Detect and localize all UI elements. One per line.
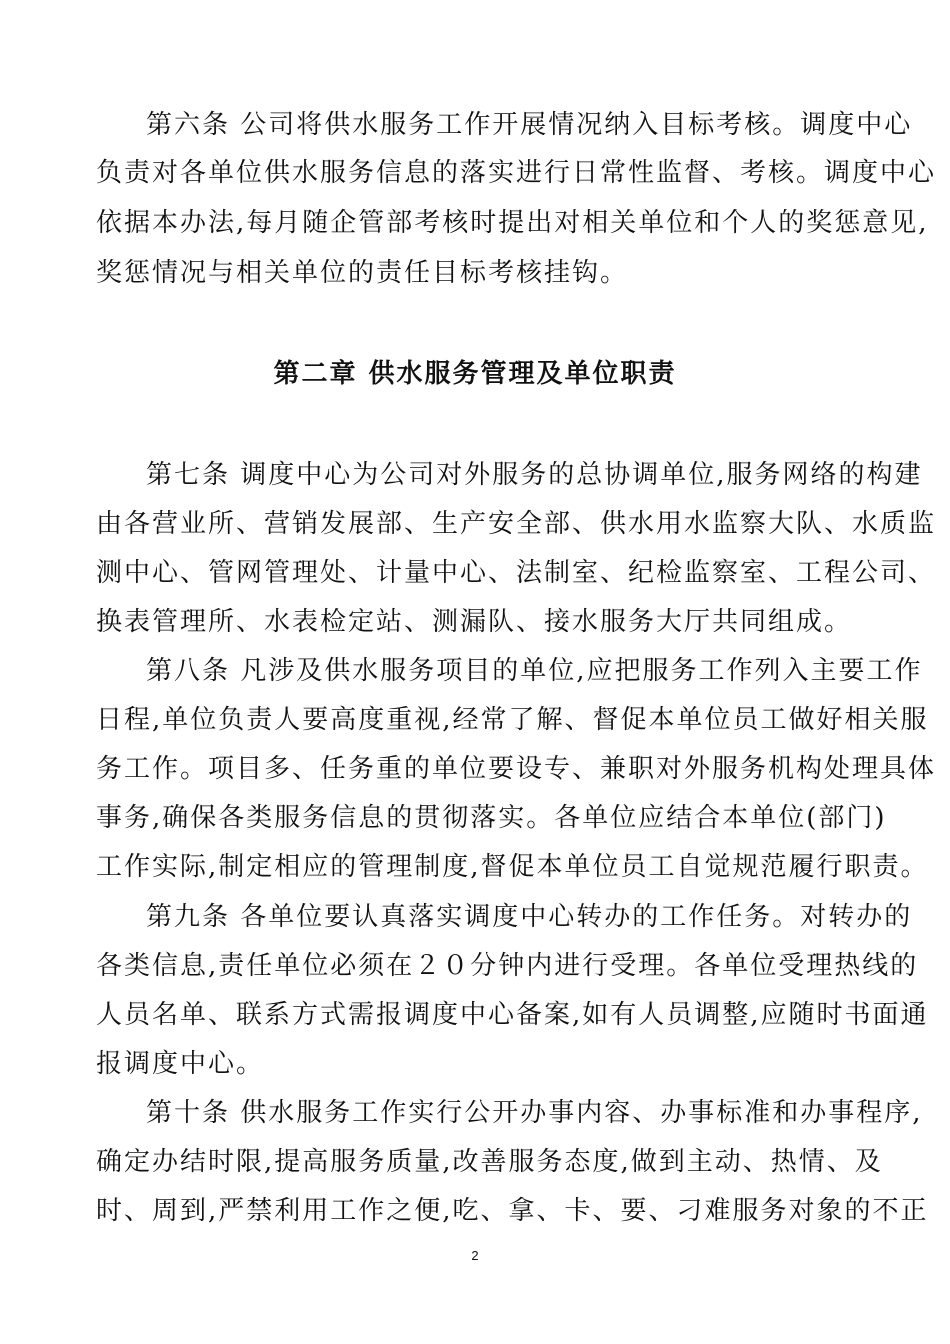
article-8-line-3: 务工作。项目多、任务重的单位要设专、兼职对外服务机构处理具体: [96, 754, 937, 784]
article-9-line-1: 第九条 各单位要认真落实调度中心转办的工作任务。对转办的: [146, 902, 913, 932]
chapter-heading: 第二章 供水服务管理及单位职责: [273, 359, 677, 389]
article-6-line-1: 第六条 公司将供水服务工作开展情况纳入目标考核。调度中心: [146, 110, 913, 140]
article-7-line-2: 由各营业所、营销发展部、生产安全部、供水用水监察大队、水质监: [96, 509, 937, 539]
article-8-line-1: 第八条 凡涉及供水服务项目的单位,应把服务工作列入主要工作: [146, 656, 923, 686]
article-10-line-2: 确定办结时限,提高服务质量,改善服务态度,做到主动、热情、及: [96, 1147, 883, 1177]
article-6-line-4: 奖惩情况与相关单位的责任目标考核挂钩。: [96, 258, 629, 288]
article-9-line-3: 人员名单、联系方式需报调度中心备案,如有人员调整,应随时书面通: [96, 1000, 929, 1030]
article-6-line-2: 负责对各单位供水服务信息的落实进行日常性监督、考核。调度中心: [96, 158, 937, 188]
article-9-line-2: 各类信息,责任单位必须在２０分钟内进行受理。各单位受理热线的: [96, 951, 919, 981]
article-8-line-5: 工作实际,制定相应的管理制度,督促本单位员工自觉规范履行职责。: [96, 852, 929, 882]
article-8-line-2: 日程,单位负责人要高度重视,经常了解、督促本单位员工做好相关服: [96, 705, 929, 735]
article-10-line-3: 时、周到,严禁利用工作之便,吃、拿、卡、要、刁难服务对象的不正: [96, 1196, 929, 1226]
article-6-line-3: 依据本办法,每月随企管部考核时提出对相关单位和个人的奖惩意见,: [96, 208, 929, 238]
article-8-line-4: 事务,确保各类服务信息的贯彻落实。各单位应结合本单位(部门): [96, 803, 887, 833]
article-10-line-1: 第十条 供水服务工作实行公开办事内容、办事标准和办事程序,: [146, 1098, 923, 1128]
article-9-line-4: 报调度中心。: [96, 1049, 265, 1079]
article-7-line-1: 第七条 调度中心为公司对外服务的总协调单位,服务网络的构建: [146, 460, 923, 490]
page-number: 2: [471, 1248, 479, 1263]
article-7-line-3: 测中心、管网管理处、计量中心、法制室、纪检监察室、工程公司、: [96, 558, 937, 588]
article-7-line-4: 换表管理所、水表检定站、测漏队、接水服务大厅共同组成。: [96, 607, 853, 637]
